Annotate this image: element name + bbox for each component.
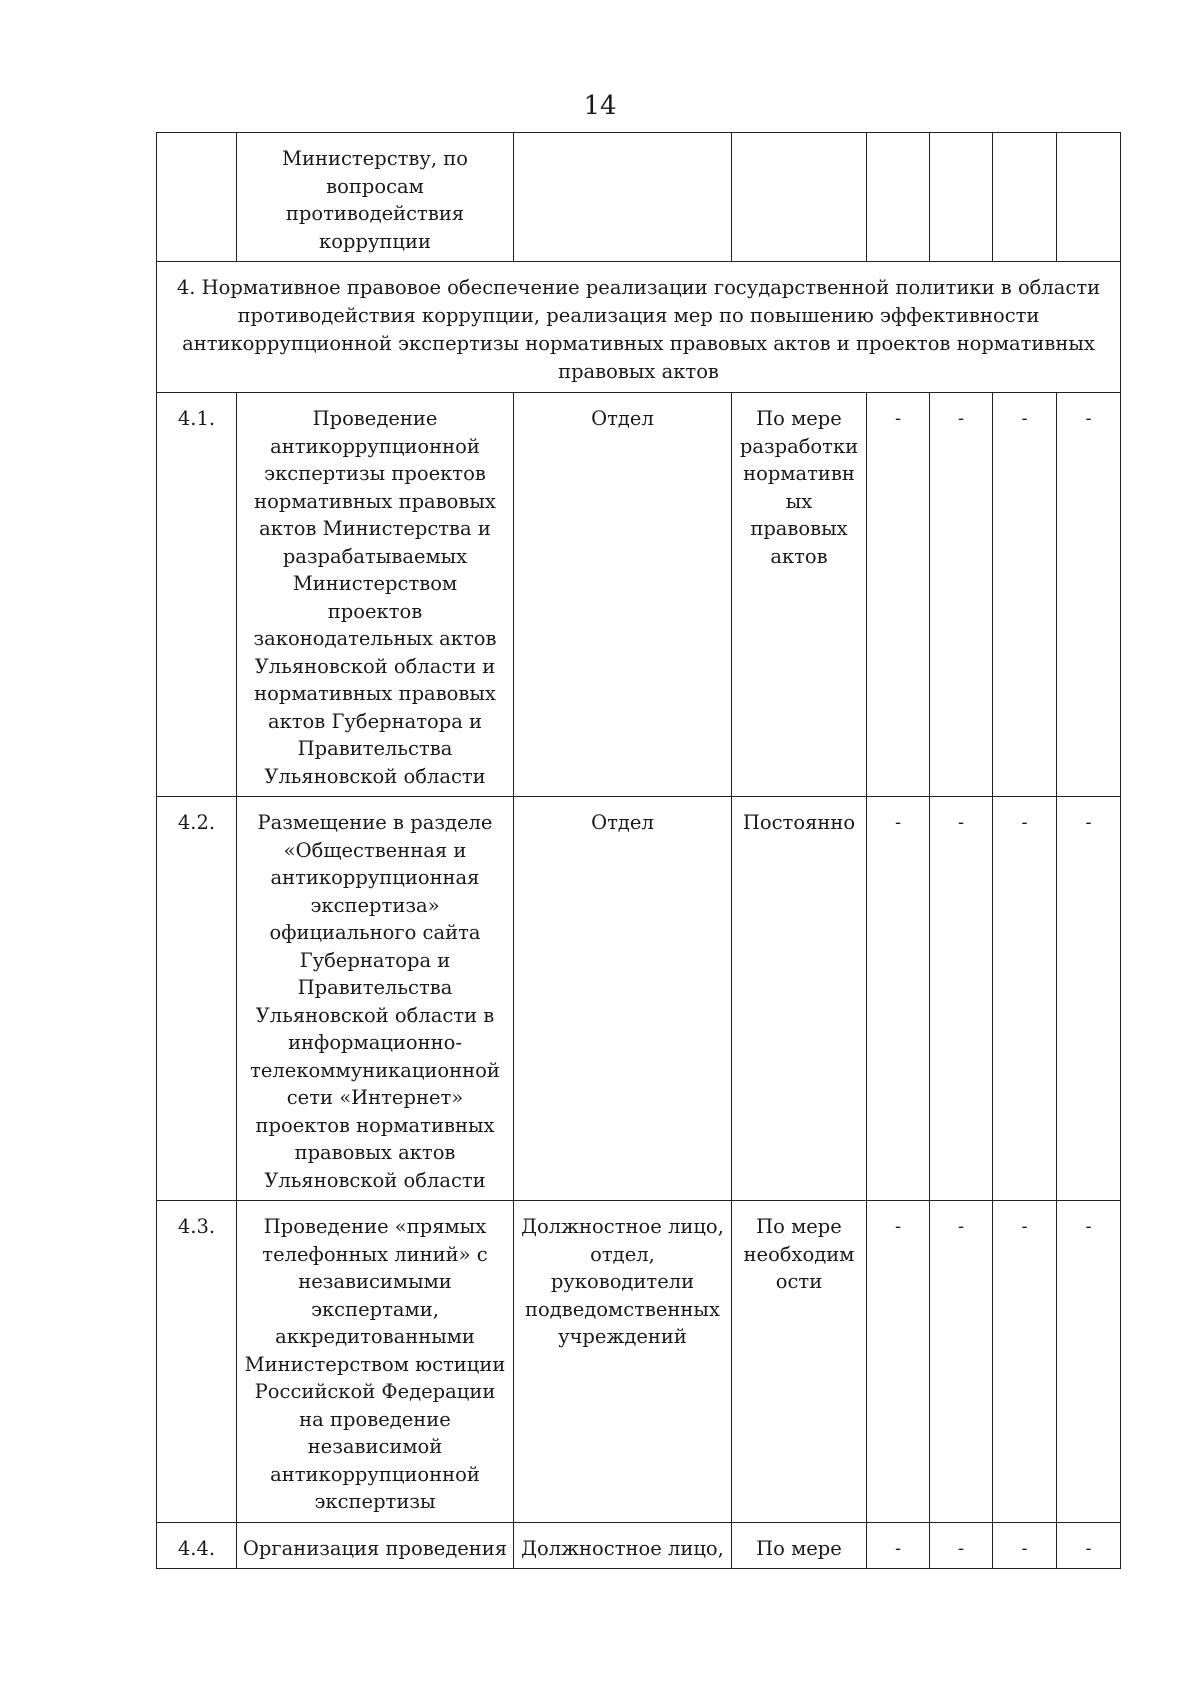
anticorruption-plan-table: [156, 132, 1121, 1569]
indicator-cell-3: [993, 133, 1057, 262]
executor-cell: Должностное лицо, отдел, руководители подведомственных учреждений: [514, 1201, 732, 1523]
table-row: [157, 1201, 1121, 1523]
indicator-cell-1: [867, 133, 930, 262]
measure-cell: Организация проведения: [237, 1522, 514, 1569]
measure-cell: Проведение «прямых телефонных линий» с независимыми экспертами, аккредитованными Министерством юстиции Российской Федерации на проведение независимой антикоррупционной экспертизы: [237, 1201, 514, 1523]
indicator-cell-3: -: [993, 797, 1057, 1201]
indicator-cell-4: -: [1057, 393, 1121, 797]
indicator-cell-4: -: [1057, 1522, 1121, 1569]
indicator-cell-3: -: [993, 1201, 1057, 1523]
table-row: [157, 1522, 1121, 1569]
table-row-continuation: [157, 133, 1121, 262]
indicator-cell-3: -: [993, 1522, 1057, 1569]
table-row: [157, 797, 1121, 1201]
measure-cell: Размещение в разделе «Общественная и антикоррупционная экспертиза» официального сайта Губернатора и Правительства Ульяновской области в информационно- телекоммуникационной сети «Интернет» проектов нормативных правовых актов Ульяновской области: [237, 797, 514, 1201]
row-number: 4.1.: [157, 393, 237, 797]
measure-cell: Министерству, по вопросам противодействия коррупции: [237, 133, 514, 262]
indicator-cell-1: -: [867, 393, 930, 797]
measure-cell: Проведение антикоррупционной экспертизы проектов нормативных правовых актов Министерства и разрабатываемых Министерством проектов законодательных актов Ульяновской области и нормативных правовых актов Губернатора и Правительства Ульяновской области: [237, 393, 514, 797]
deadline-cell: Постоянно: [732, 797, 867, 1201]
indicator-cell-1: -: [867, 1201, 930, 1523]
indicator-cell-2: -: [930, 1201, 993, 1523]
row-number: 4.4.: [157, 1522, 237, 1569]
indicator-cell-2: -: [930, 1522, 993, 1569]
executor-cell: Должностное лицо,: [514, 1522, 732, 1569]
indicator-cell-3: -: [993, 393, 1057, 797]
indicator-cell-2: -: [930, 797, 993, 1201]
section-4-heading: 4. Нормативное правовое обеспечение реализации государственной политики в области противодействия коррупции, реализация мер по повышению эффективности антикоррупционной экспертизы нормативных правовых актов и проектов нормативных правовых актов: [157, 262, 1121, 393]
row-number: 4.2.: [157, 797, 237, 1201]
deadline-cell: [732, 133, 867, 262]
deadline-cell: По мере необходим ости: [732, 1201, 867, 1523]
indicator-cell-4: [1057, 133, 1121, 262]
indicator-cell-2: -: [930, 393, 993, 797]
indicator-cell-2: [930, 133, 993, 262]
table-row: [157, 393, 1121, 797]
deadline-cell: По мере: [732, 1522, 867, 1569]
executor-cell: [514, 133, 732, 262]
indicator-cell-1: -: [867, 1522, 930, 1569]
page-number: 14: [583, 91, 617, 121]
executor-cell: Отдел: [514, 393, 732, 797]
section-heading-row: [157, 262, 1121, 393]
indicator-cell-4: -: [1057, 797, 1121, 1201]
indicator-cell-4: -: [1057, 1201, 1121, 1523]
deadline-cell: По мере разработки нормативн ых правовых актов: [732, 393, 867, 797]
executor-cell: Отдел: [514, 797, 732, 1201]
indicator-cell-1: -: [867, 797, 930, 1201]
row-number: [157, 133, 237, 262]
row-number: 4.3.: [157, 1201, 237, 1523]
